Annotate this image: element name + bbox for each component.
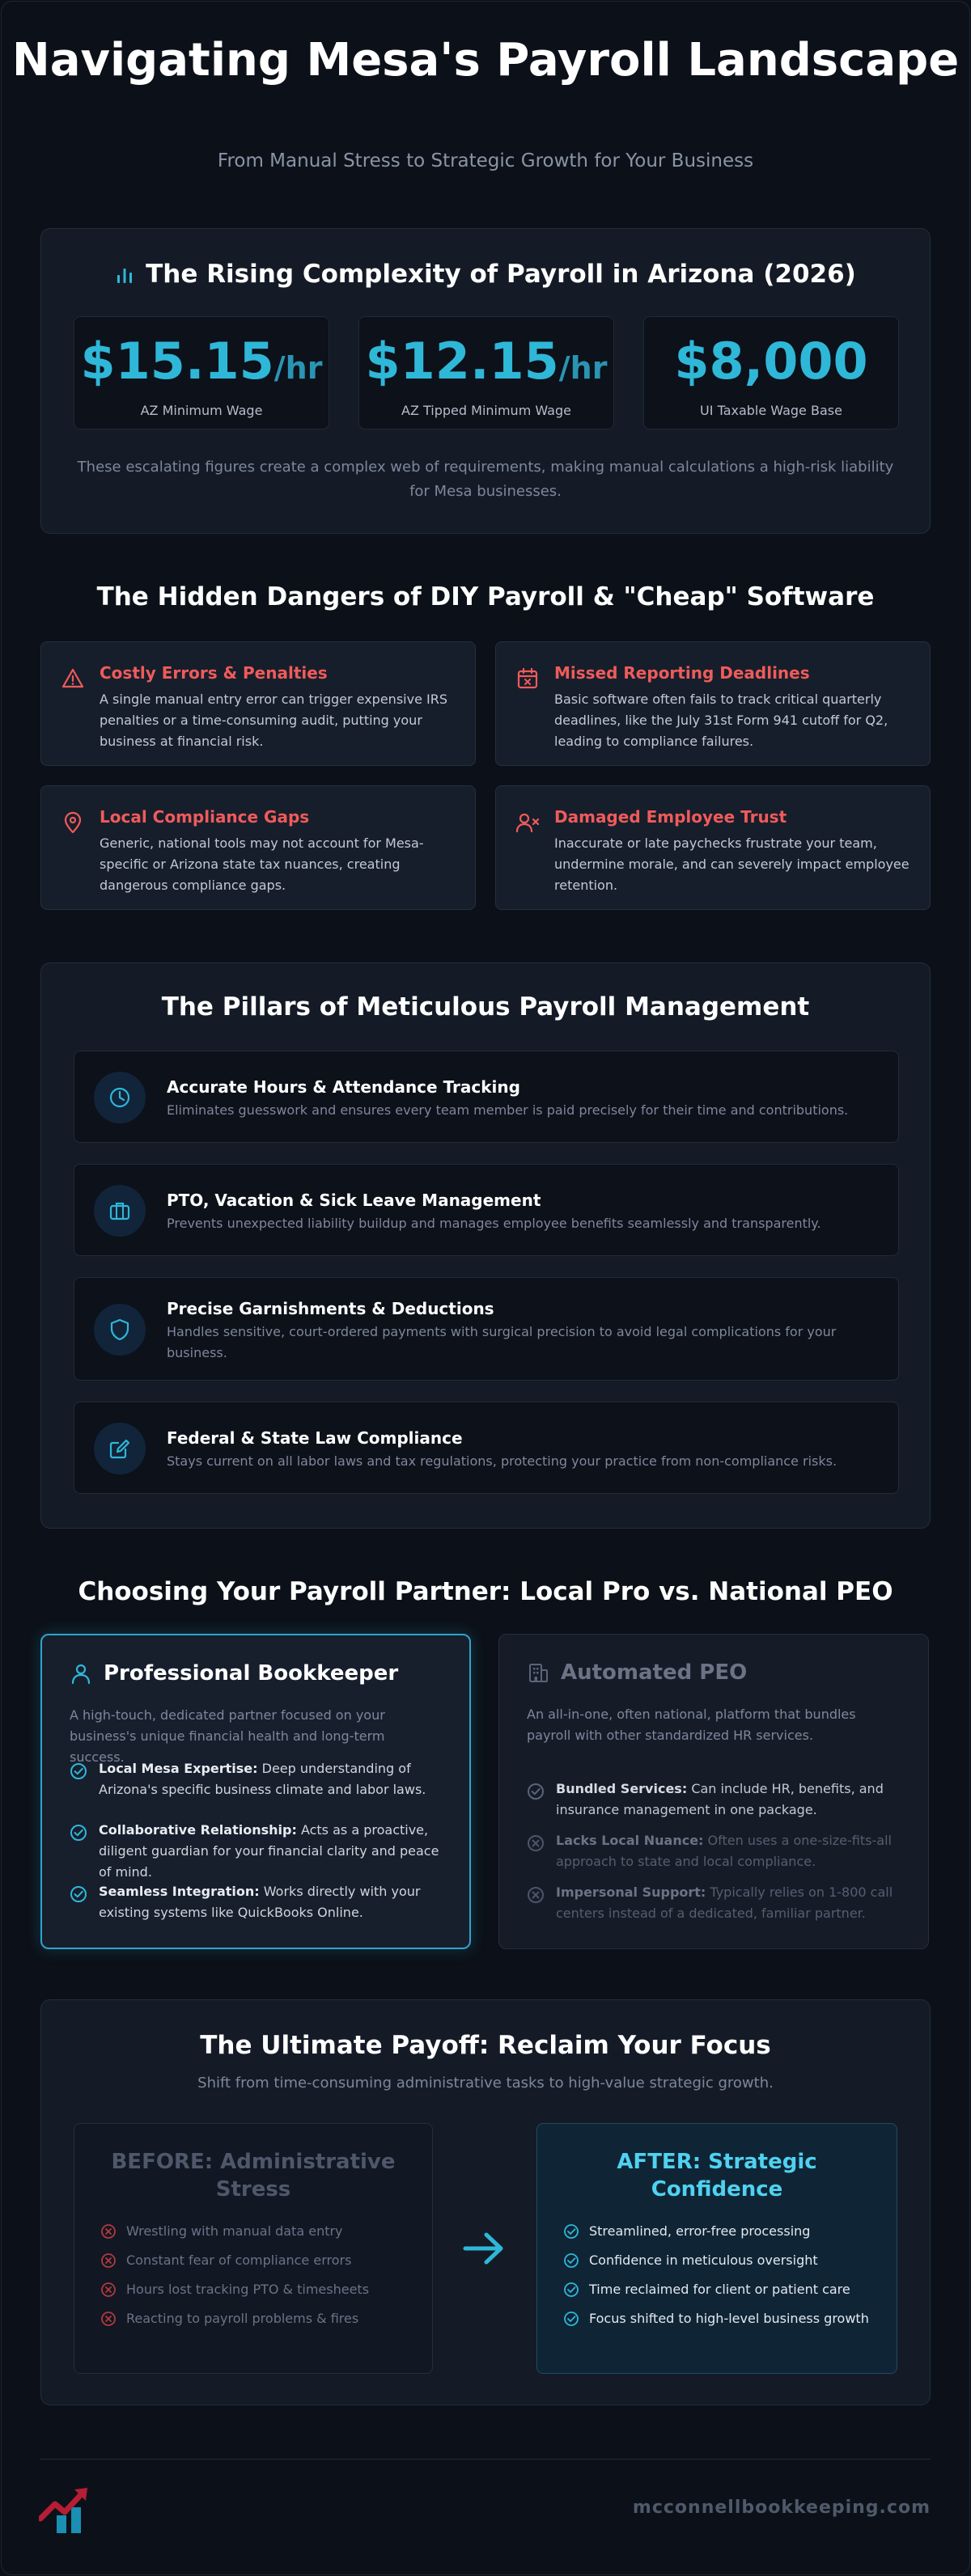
before-item-text: Hours lost tracking PTO & timesheets <box>126 2282 370 2297</box>
after-item-text: Focus shifted to high-level business growth <box>589 2311 869 2326</box>
calendar-x-icon <box>515 666 540 691</box>
check-circle-icon <box>70 1824 87 1842</box>
x-circle-icon <box>100 2311 117 2327</box>
stat-unit: /hr <box>273 350 323 386</box>
pillar-icon-circle <box>94 1423 146 1474</box>
pillar-item <box>74 1164 899 1256</box>
after-item <box>563 2221 877 2242</box>
after-item <box>563 2250 877 2271</box>
page-subtitle: From Manual Stress to Strategic Growth for Your Business <box>217 150 754 171</box>
after-item <box>563 2279 877 2300</box>
peo-header <box>527 1660 747 1685</box>
check-circle-icon <box>527 1783 545 1800</box>
x-circle-icon <box>527 1834 545 1852</box>
danger-card <box>40 785 476 910</box>
check-circle-icon <box>563 2282 579 2298</box>
pillar-icon-circle <box>94 1072 146 1123</box>
pillar-desc: Stays current on all labor laws and tax regulations, protecting your practice from non-compliance risks. <box>167 1453 837 1469</box>
footer-divider <box>40 2459 931 2460</box>
feature-bold: Impersonal Support: <box>556 1884 706 1900</box>
check-circle-icon <box>70 1885 87 1903</box>
stat-value: $15.15 <box>80 332 274 391</box>
danger-card <box>495 641 931 766</box>
pro-feature <box>70 1881 445 1923</box>
payoff-card <box>40 1999 931 2405</box>
document-edit-icon <box>108 1436 132 1461</box>
website-link[interactable]: mcconnellbookkeeping.com <box>632 2498 931 2518</box>
feature-bold: Local Mesa Expertise: <box>99 1761 258 1776</box>
user-x-icon <box>515 810 540 835</box>
after-item-text: Confidence in meticulous oversight <box>589 2252 818 2268</box>
danger-desc: A single manual entry error can trigger expensive IRS penalties or a time-consuming audit, putting your business at financial risk. <box>100 692 447 749</box>
company-logo-icon[interactable] <box>39 2483 97 2535</box>
peo-feature <box>527 1882 904 1924</box>
pillar-desc: Prevents unexpected liability buildup and manages employee benefits seamlessly and transparently. <box>167 1216 821 1231</box>
feature-text: Deep understanding of Arizona's specific business climate and labor laws. <box>99 1761 426 1797</box>
before-item-text: Wrestling with manual data entry <box>126 2223 343 2239</box>
x-circle-icon <box>100 2282 117 2298</box>
danger-title: Missed Reporting Deadlines <box>554 663 810 683</box>
danger-card <box>40 641 476 766</box>
feature-text: Often uses a one-size-fits-all approach to state and local compliance. <box>556 1833 892 1869</box>
pillars-heading: The Pillars of Meticulous Payroll Management <box>161 992 810 1022</box>
before-item <box>100 2250 413 2271</box>
stat-label: UI Taxable Wage Base <box>700 403 842 418</box>
before-item-text: Constant fear of compliance errors <box>126 2252 352 2268</box>
payoff-heading: The Ultimate Payoff: Reclaim Your Focus <box>200 2031 771 2060</box>
after-item <box>563 2308 877 2329</box>
check-circle-icon <box>70 1762 87 1780</box>
pro-feature <box>70 1820 445 1883</box>
pillar-item <box>74 1402 899 1494</box>
pillar-item <box>74 1051 899 1143</box>
after-item-text: Time reclaimed for client or patient care <box>589 2282 850 2297</box>
bar-chart-icon <box>115 264 134 285</box>
stat-ui-wage-base <box>643 316 899 429</box>
pillar-title: Accurate Hours & Attendance Tracking <box>167 1077 520 1097</box>
before-item <box>100 2308 413 2329</box>
check-circle-icon <box>563 2252 579 2269</box>
x-circle-icon <box>100 2223 117 2240</box>
pro-feature <box>70 1758 445 1800</box>
check-circle-icon <box>563 2311 579 2327</box>
arrow-right-icon <box>460 2228 507 2269</box>
pillar-desc: Eliminates guesswork and ensures every team member is paid precisely for their time and contributions. <box>167 1102 849 1118</box>
building-icon <box>527 1661 549 1684</box>
before-item <box>100 2279 413 2300</box>
stat-min-wage <box>74 316 329 429</box>
feature-text: Typically relies on 1-800 call centers instead of a dedicated, familiar partner. <box>556 1884 893 1921</box>
clock-icon <box>108 1085 132 1110</box>
complexity-note: These escalating figures create a complex web of requirements, making manual calculations a high-risk liability for Mesa businesses. <box>77 459 894 500</box>
complexity-card <box>40 228 931 534</box>
before-title: BEFORE: Administrative Stress <box>111 2150 396 2202</box>
pro-header <box>70 1661 398 1686</box>
shield-icon <box>108 1318 132 1342</box>
peo-feature <box>527 1779 904 1821</box>
automated-peo-card <box>498 1634 929 1949</box>
danger-desc: Generic, national tools may not account for Mesa-specific or Arizona state tax nuances, creating dangerous compliance gaps. <box>100 835 424 893</box>
stat-tipped-wage <box>358 316 614 429</box>
danger-desc: Inaccurate or late paychecks frustrate your team, undermine morale, and can severely impact employee retention. <box>554 835 910 893</box>
feature-bold: Lacks Local Nuance: <box>556 1833 704 1848</box>
pillar-item <box>74 1277 899 1381</box>
partner-heading: Choosing Your Payroll Partner: Local Pro vs. National PEO <box>78 1577 893 1606</box>
pillar-icon-circle <box>94 1304 146 1356</box>
page-title: Navigating Mesa's Payroll Landscape <box>11 34 960 87</box>
danger-title: Costly Errors & Penalties <box>100 663 328 683</box>
warning-triangle-icon <box>61 666 85 691</box>
after-title: AFTER: Strategic Confidence <box>617 2150 817 2202</box>
pillar-title: PTO, Vacation & Sick Leave Management <box>167 1191 541 1210</box>
pillar-icon-circle <box>94 1185 146 1237</box>
payoff-subtitle: Shift from time-consuming administrative tasks to high-value strategic growth. <box>197 2075 774 2092</box>
feature-text: Can include HR, benefits, and insurance management in one package. <box>556 1781 884 1817</box>
feature-bold: Seamless Integration: <box>99 1884 260 1899</box>
after-panel <box>536 2123 897 2374</box>
peo-title: Automated PEO <box>561 1660 748 1685</box>
dangers-heading: The Hidden Dangers of DIY Payroll & "Cheap" Software <box>96 582 875 611</box>
feature-text: Acts as a proactive, diligent guardian for your financial clarity and peace of mind. <box>99 1822 439 1880</box>
feature-bold: Collaborative Relationship: <box>99 1822 297 1838</box>
stat-unit: /hr <box>558 350 608 386</box>
pillar-title: Precise Garnishments & Deductions <box>167 1299 494 1318</box>
danger-card <box>495 785 931 910</box>
before-panel <box>74 2123 433 2374</box>
pro-title: Professional Bookkeeper <box>104 1661 399 1686</box>
check-circle-icon <box>563 2223 579 2240</box>
feature-bold: Bundled Services: <box>556 1781 688 1796</box>
danger-title: Damaged Employee Trust <box>554 807 787 827</box>
before-item <box>100 2221 413 2242</box>
peo-intro: An all-in-one, often national, platform that bundles payroll with other standardized HR services. <box>527 1707 856 1743</box>
pillar-title: Federal & State Law Compliance <box>167 1428 463 1448</box>
briefcase-icon <box>108 1199 132 1223</box>
complexity-title: The Rising Complexity of Payroll in Arizona (2026) <box>146 260 856 289</box>
professional-bookkeeper-card <box>40 1634 471 1949</box>
peo-feature <box>527 1830 904 1872</box>
x-circle-icon <box>100 2252 117 2269</box>
map-pin-icon <box>61 810 85 835</box>
complexity-heading <box>41 260 930 289</box>
user-icon <box>70 1662 92 1685</box>
pro-intro: A high-touch, dedicated partner focused on your business's unique financial health and long-term success. <box>70 1707 385 1765</box>
danger-title: Local Compliance Gaps <box>100 807 310 827</box>
stat-label: AZ Minimum Wage <box>140 403 263 418</box>
stat-value: $8,000 <box>674 332 868 391</box>
stat-value: $12.15 <box>365 332 559 391</box>
pillars-card <box>40 962 931 1529</box>
x-circle-icon <box>527 1886 545 1904</box>
danger-desc: Basic software often fails to track critical quarterly deadlines, like the July 31st Form 941 cutoff for Q2, leading to compliance failures. <box>554 692 888 749</box>
before-item-text: Reacting to payroll problems & fires <box>126 2311 359 2326</box>
stat-label: AZ Tipped Minimum Wage <box>401 403 571 418</box>
pillar-desc: Handles sensitive, court-ordered payments with surgical precision to avoid legal complications for your business. <box>167 1324 837 1360</box>
feature-text: Works directly with your existing systems like QuickBooks Online. <box>99 1884 421 1920</box>
after-item-text: Streamlined, error-free processing <box>589 2223 811 2239</box>
